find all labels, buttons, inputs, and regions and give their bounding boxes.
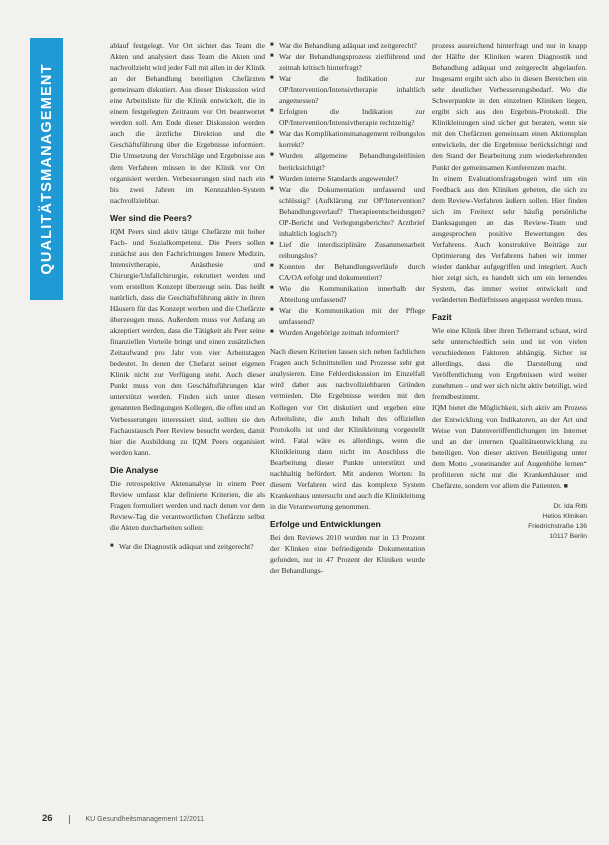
paragraph-fazit-1: Wie eine Klinik über ihren Tellerrand schaut, wird sehr unterschiedlich sein und ist von vielen verschiedenen Faktoren abhängig. Sicher ist allerdings, dass die Darstellung und Veröffentlichung von Ergebnissen wird weiter zunehmen – und wer sich nicht aktiv beteiligt, wird fremdbestimmt.	[432, 326, 587, 402]
criteria-item: ■ Wie die Kommunikation innerhalb der Abteilung umfassend?	[270, 283, 425, 305]
publication-name: KU Gesundheitsmanagement 12/2011	[85, 816, 205, 823]
author-signature	[432, 502, 587, 542]
criteria-item: ■ War die Kommunikation mit der Pflege umfassend?	[270, 305, 425, 327]
criteria-item: ■ Konnten der Behandlungsverläufe durch CA/OA erfolgt und dokumentiert?	[270, 261, 425, 283]
criteria-item: ■ War die Behandlung adäquat und zeitgerecht?	[270, 40, 425, 51]
paragraph-evaluation: In einem Evaluationsfragebogen wird um ein Feedback aus den Kliniken gebeten, die sich zu dem Review-Verfahren äußern sollen. Hier finden sich im Freitext sehr häufig persönliche Danksagungen an das Review-Team und ausgesprochen positive Bewertungen des Verfahrens. Auch konstruktive Beiträge zur Optimierung des Verfahrens haben wir immer wieder dankbar aufgegriffen und integriert. Auch hier zeigt sich, es handelt sich um ein lernendes System, das immer weiter entwickelt und veränderten Bedürfnissen angepasst werden muss.	[432, 173, 587, 305]
heading-erfolge: Erfolge und Entwicklungen	[270, 518, 381, 529]
criteria-item: ■ Wurden interne Standards angewendet?	[270, 173, 425, 184]
article-column-3	[432, 40, 587, 542]
criteria-item: ■ Wurden Angehörige zeitnah informiert?	[270, 327, 425, 338]
paragraph-peers: IQM Peers sind aktiv tätige Chefärzte mit hoher Fach- und Sozialkompetenz. Die Peers sollen zunächst aus den Fachrichtungen Innere Medizin, Intensivtherapie, Anästhesie und Chirurgie/Unfallchirurgie, rekrutiert werden und vom erstellten Konzept überzeugt sein. Das heißt natürlich, dass die Geschäftsführung aktiv in ihren Häusern für das Konzept werben und die Chefärzte überzeugen muss. Außerdem muss vor Anfang an akzeptiert werden, dass die Tätigkeit als Peer seine finanziellen Vorteile bringt und einen zusätzlichen Zeitaufwand pro Jahr von vier Arbeitstagen bedeutet. In denen der Chefarzt seiner eigenen Klinik nicht zur Verfügung steht. Auch dieser Punkt muss von den Geschäftsführungen klar unterstützt werden. Finden sich unter diesen genannten Bedingungen Kollegen, die offen und an Verbesserungen interessiert sind, sollten sie den Fachaustausch Peer Review besucht werden, damit hier die Ausbildung zu IQM Peers organisiert werden kann.	[110, 226, 265, 457]
criteria-item: ■ War das Komplikationsmanagement reibungslos korrekt?	[270, 128, 425, 150]
section-label-band	[30, 38, 63, 300]
criteria-list	[110, 541, 265, 552]
footer-divider	[69, 815, 70, 824]
paragraph-after-criteria: Nach diesen Kriterien lassen sich neben fachlichen Fragen auch Schnittstellen und Prozesse sehr gut analysieren. Eine Fehlerdiskussion im Einzelfall wird daher aus nachvollziehbaren Gründen vermieden. Die Ergebnisse werden mit den Kollegen vor Ort diskutiert und ergeben eine Arbeitsliste, die auch Inhalt des offiziellen Protokolls ist und der Klinikleitung vorgestellt wird. Fatal wäre es allerdings, wenn die Klinikleitung dann nicht im Anschluss die Bearbeitung dieser Punkte unterstützt und nachhaltig befördert. Mit anderen Worten: In diesem Verfahren wird das komplexe System Krankenhaus untersucht und auch die Klinikleitung in die Verantwortung genommen.	[270, 347, 425, 511]
criteria-item: ■ Erfolgten die Indikation zur OP/Intervention/Intensivtherapie rechtzeitig?	[270, 106, 425, 128]
article-column-2	[270, 40, 425, 576]
criteria-list	[270, 40, 425, 338]
article-column-1	[110, 40, 265, 552]
criteria-item: ■ War der Behandlungsprozess zielführend und zeitnah kritisch hinterfragt?	[270, 51, 425, 73]
paragraph-fazit-2: IQM bietet die Möglichkeit, sich aktiv am Prozess der Entwicklung von Indikatoren, an der Art und Weise von Datenveröffentlichungen im Internet und an der internen Qualitätsentwicklung zu beteiligen. Von dieser aktiven Beteiligung unter dem Motto „voneinander auf Augenhöhe lernen“ profitieren nicht nur die Krankenhäuser und Chefärzte, sondern vor allem die Patienten. ■	[432, 403, 587, 490]
criteria-item: ■ Lief die interdisziplinäre Zusammenarbeit reibungslos?	[270, 239, 425, 261]
author-street: Friedrichstraße 136	[528, 522, 587, 530]
paragraph-analyse: Die retrospektive Aktenanalyse in einem Peer Review umfasst klar definierte Kriterien, die als Fragen formuliert werden und nach denen vor dem Review-Tag die verantwortlichen Chefärzte selbst die Akten durcharbeiten sollen:	[110, 478, 265, 532]
paragraph-continued: prozess ausreichend hinterfragt und nur in knapp der Hälfte der Kliniken waren Diagnostik und Behandlung adäquat und zeitgerecht abgelaufen. Insgesamt ergibt sich also in diesen Bereichen ein sehr deutlicher Verbesserungsbedarf. Wo die Schwerpunkte in den einzelnen Kliniken liegen, ergibt sich aus den Ergebnis-Protokoll. Die Klinikleitungen sind sicher gut beraten, wenn sie mit den Chefärzten gemeinsam einen Aktionsplan entwickeln, der die Ergebnisse berücksichtigt und den Stand der Bearbeitung zum wiederkehrenden Punkt der gemeinsamen Konferenzen macht.	[432, 41, 587, 172]
paragraph-intro: ablauf festgelegt. Vor Ort sichtet das Team die Akten und analysiert dass Team die Akten und nachvollzieht wird jeder Fall mit allen in der Klinik an der Behandlung beteiligten Chefärzten gemeinsam diskutiert. Aus dieser Diskussion wird eine Arbeitsliste für die Klinik entwickelt, die in einem festgelegten Zeitraum vor Ort beantwortet werden soll. Am Ende dieser Diskussion werden auch die ärztliche Direktion und die Geschäftsführung über die Ergebnisse informiert. Die Umsetzung der Vorschläge und Ergebnisse aus dem Verfahren müssen in der Klinik vor Ort organisiert werden. Verbesserungen sind nach ein bis zwei Jahren im Kennzahlen-System nachvollziehbar.	[110, 41, 265, 205]
criteria-item: ■ War die Diagnostik adäquat und zeitgerecht?	[110, 541, 265, 552]
criteria-item: ■ War die Dokumentation umfassend und schlüssig? (Aufklärung zur OP/Intervention? Behandlungsverlauf? Therapieentscheidungen? OP-Bericht und Verlegungsberichte? Arztbrief inhaltlich logisch?)	[270, 184, 425, 239]
heading-fazit: Fazit	[432, 312, 452, 323]
author-city: 10117 Berlin	[549, 532, 587, 540]
author-organization: Helios Kliniken	[542, 512, 587, 520]
heading-analyse: Die Analyse	[110, 464, 159, 475]
criteria-item: ■ Wurden allgemeine Behandlungsleitlinien berücksichtigt?	[270, 150, 425, 172]
end-mark-icon: ■	[563, 481, 568, 490]
heading-peers: Wer sind die Peers?	[110, 212, 192, 223]
paragraph-erfolge: Bei den Reviews 2010 wurden nur in 13 Prozent der Klinken eine befriedigende Dokumentation gefunden, nur in 47 Prozent der Kliniken wurde der Behandlungs-	[270, 532, 425, 576]
author-name: Dr. Ida Ritti	[553, 502, 587, 510]
page-footer	[42, 813, 204, 824]
section-label: QUALITÄTSMANAGEMENT	[38, 63, 55, 275]
page-number: 26	[42, 813, 53, 824]
criteria-item: ■ War die Indikation zur OP/Intervention/Intensivtherapie inhaltlich angemessen?	[270, 73, 425, 106]
